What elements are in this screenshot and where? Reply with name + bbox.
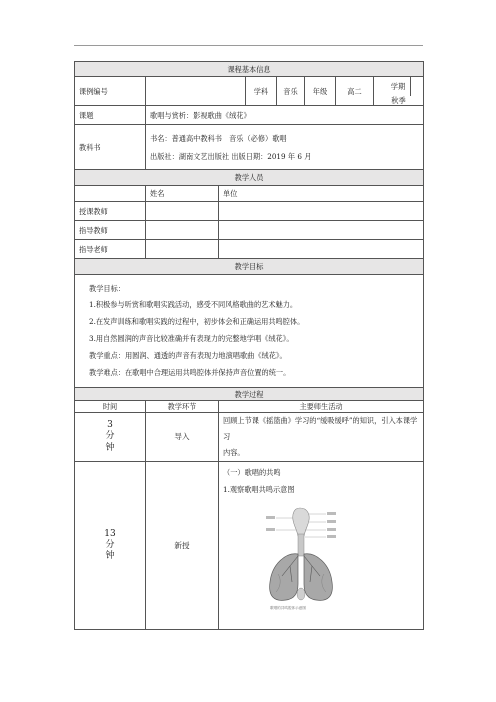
lungs-resonance-diagram-icon [256,504,346,614]
section-objectives: 教学目标 [75,259,424,275]
staff-name-header: 姓名 [146,186,219,202]
objectives-line: 2.在发声训练和歌唱实践的过程中，初步体会和正确运用共鸣腔体。 [89,317,305,327]
subject-label: 学科 [246,77,277,106]
process-col-stage: 教学环节 [146,401,219,413]
time-unit: 钟 [105,442,115,453]
staff-name [146,221,219,240]
topic-label: 课题 [75,106,146,125]
time-unit: 钟 [105,551,115,562]
activity-line: 1.观察歌唱共鸣示意图 [223,485,295,494]
textbook-label: 教科书 [75,125,146,170]
course-code-value [146,77,246,106]
term-label: 学期 [386,77,411,96]
staff-unit-header: 单位 [219,186,424,202]
staff-name [146,202,219,221]
objectives-cell [75,275,424,388]
course-code-label: 课例编号 [75,77,146,106]
activity-line: （一）歌唱的共鸣 [223,468,281,477]
topic-value: 歌唱与赏析：影视歌曲《绒花》 [146,106,424,125]
staff-unit [219,202,424,221]
staff-role: 指导教师 [75,221,146,240]
process-time [75,413,146,462]
section-basic-info: 课程基本信息 [75,62,424,77]
staff-unit [219,221,424,240]
grade-value: 高二 [336,77,374,106]
process-activity [219,413,424,462]
staff-unit [219,240,424,259]
textbook-line-1: 书名：普通高中教科书 音乐（必修）歌唱 [150,133,287,143]
staff-role: 指导老师 [75,240,146,259]
objectives-line: 3.用自然圆润的声音比较准确并有表现力的完整地学唱《绒花》。 [89,334,294,343]
term-value: 秋季 [391,96,406,105]
term-cell [374,77,424,106]
activity-line: 回顾上节课《摇篮曲》学习的“缓吸缓呼”的知识，引入本课学习 [223,416,418,441]
process-col-time: 时间 [75,401,146,413]
process-activity [219,462,424,630]
time-unit: 分 [105,539,115,550]
objectives-line: 教学难点：在歌唱中合理运用共鸣腔体并保持声音位置的统一。 [89,367,291,377]
time-digit: 3 [107,420,113,431]
staff-name [146,240,219,259]
subject-value: 音乐 [277,77,305,106]
activity-line: 内容。 [223,448,245,457]
process-stage: 新授 [146,462,219,630]
process-time [75,462,146,630]
objectives-line: 教学重点：用圆润、通透的声音有表现力地演唱歌曲《绒花》。 [89,350,287,360]
process-col-activity: 主要师生活动 [219,401,424,413]
staff-header-blank [75,186,146,202]
header-rule [74,45,423,46]
section-staff: 教学人员 [75,170,424,186]
figure-caption: 歌唱的共鸣腔体示意图 [270,606,306,610]
time-unit: 分 [105,431,115,442]
resonance-figure [256,504,346,614]
lesson-plan-table [74,61,424,630]
objectives-line: 1.积极参与听赏和歌唱实践活动，感受不同风格歌曲的艺术魅力。 [89,300,298,310]
textbook-value [146,125,424,170]
section-process: 教学过程 [75,388,424,401]
process-stage: 导入 [146,413,219,462]
objectives-line: 教学目标： [89,283,125,293]
textbook-line-2: 出版社：湖南文艺出版社 出版日期：2019 年 6 月 [150,151,312,161]
grade-label: 年级 [305,77,336,106]
time-digit: 13 [104,528,116,539]
staff-role: 授课教师 [75,202,146,221]
